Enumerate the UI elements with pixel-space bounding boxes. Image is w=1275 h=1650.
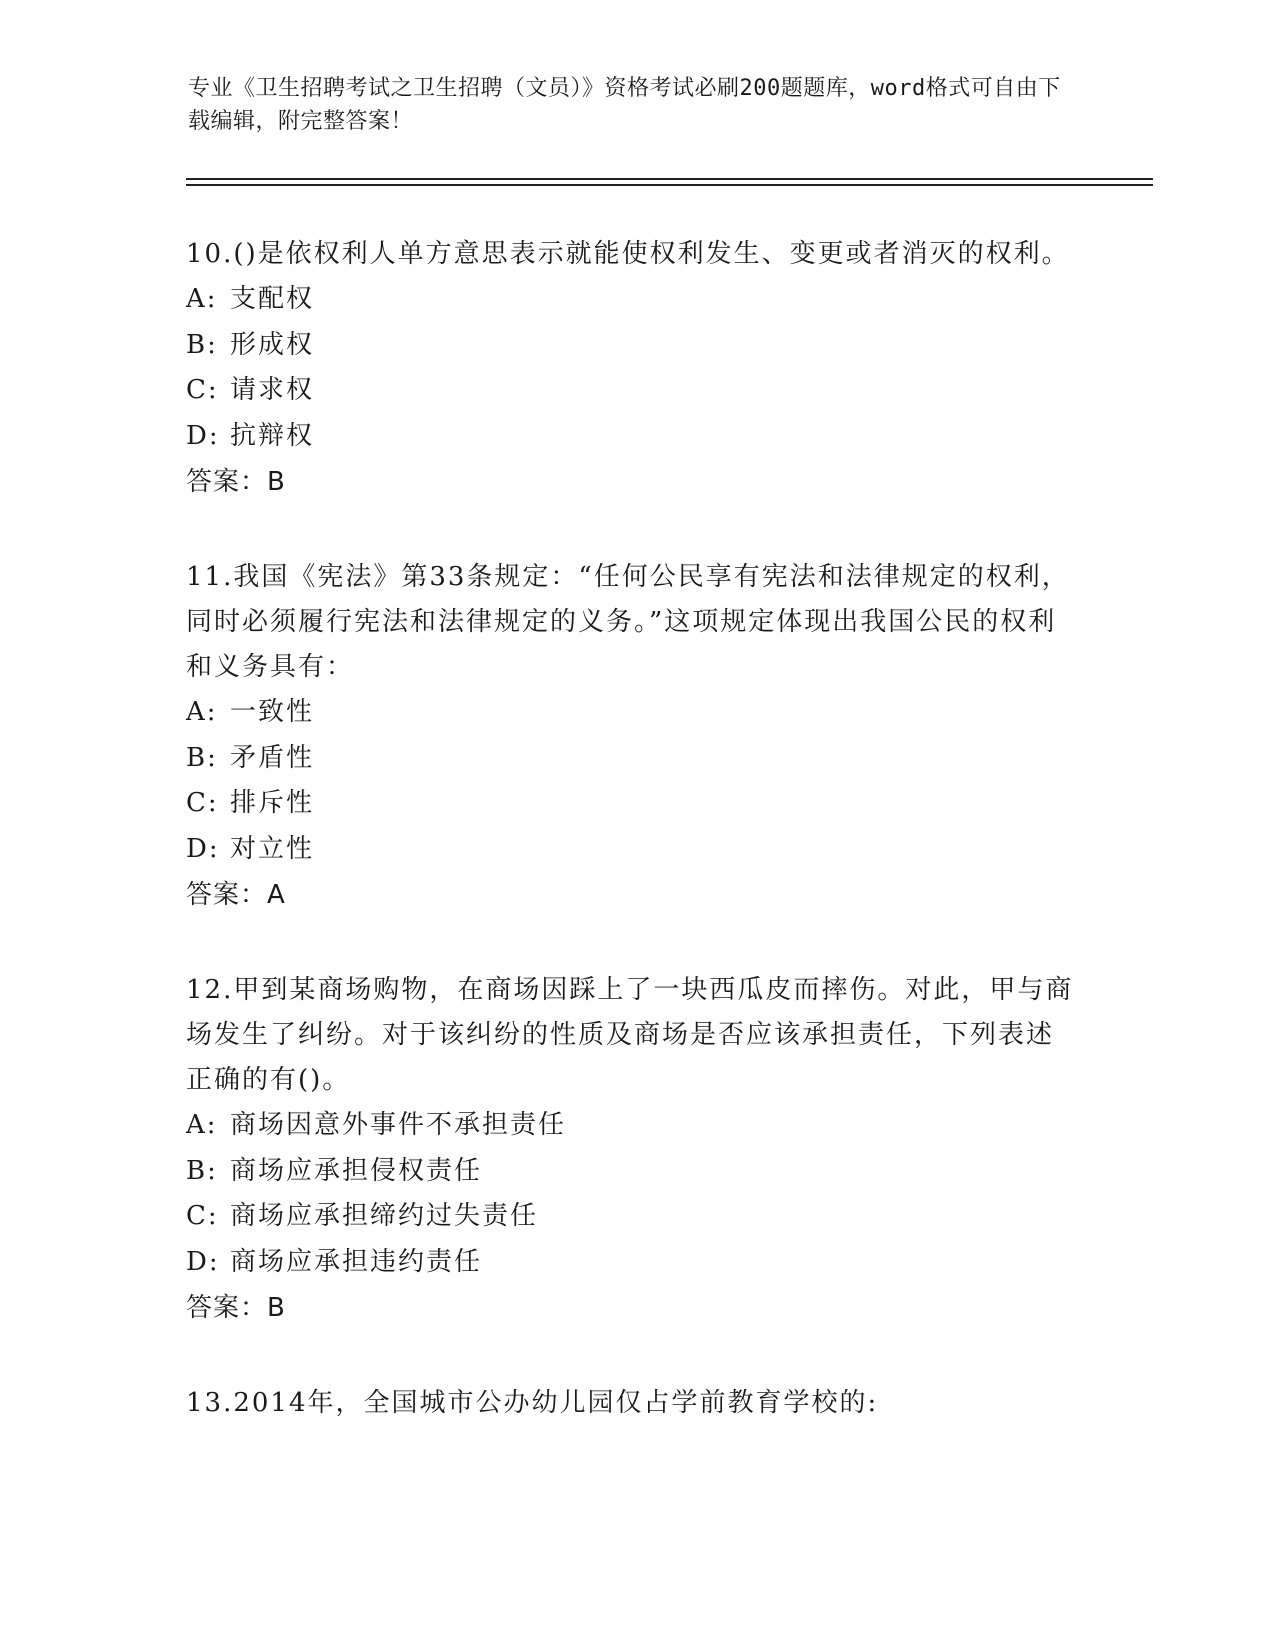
option-text: 请求权 — [230, 375, 315, 405]
option-text: 支配权 — [230, 284, 315, 314]
option-a — [186, 277, 1076, 323]
question-stem: 11.我国《宪法》第33条规定：“任何公民享有宪法和法律规定的权利，同时必须履行宪法和法律规定的义务。”这项规定体现出我国公民的权利和义务具有： — [186, 562, 1070, 682]
option-letter: C: — [186, 1201, 219, 1231]
option-d — [186, 1240, 1076, 1286]
option-d — [186, 414, 1076, 460]
option-letter: C: — [186, 788, 219, 818]
option-c — [186, 781, 1076, 827]
option-letter: D: — [186, 1246, 220, 1277]
header-note: 专业《卫生招聘考试之卫生招聘（文员）》资格考试必刷200题题库，word格式可自由下载编辑，附完整答案！ — [188, 76, 1061, 134]
option-b — [186, 1149, 1076, 1195]
question-10 — [186, 232, 1076, 505]
option-letter: D: — [186, 420, 220, 451]
option-letter: B: — [186, 1155, 218, 1186]
option-text: 排斥性 — [230, 788, 315, 818]
option-letter: B: — [186, 329, 218, 360]
option-letter: D: — [186, 833, 220, 864]
answer-line: 答案：B — [186, 467, 286, 497]
question-12 — [186, 968, 1076, 1331]
option-text: 商场应承担缔约过失责任 — [230, 1201, 539, 1231]
option-a — [186, 690, 1076, 736]
header-divider-bottom — [186, 184, 1153, 186]
question-13 — [186, 1381, 1076, 1426]
option-c — [186, 1194, 1076, 1240]
option-c — [186, 368, 1076, 414]
option-letter: A: — [186, 697, 218, 727]
option-text: 抗辩权 — [230, 420, 315, 451]
option-b — [186, 736, 1076, 782]
option-text: 矛盾性 — [230, 742, 315, 773]
option-text: 对立性 — [230, 833, 315, 864]
option-text: 形成权 — [230, 329, 315, 360]
question-list — [186, 232, 1076, 1476]
option-text: 商场应承担违约责任 — [230, 1246, 483, 1277]
question-11 — [186, 555, 1076, 918]
option-a — [186, 1103, 1076, 1149]
answer-line: 答案：A — [186, 880, 286, 910]
option-letter: A: — [186, 1110, 218, 1140]
option-text: 商场应承担侵权责任 — [230, 1155, 483, 1186]
option-text: 商场因意外事件不承担责任 — [230, 1110, 567, 1140]
option-b — [186, 323, 1076, 369]
option-letter: C: — [186, 375, 219, 405]
option-d — [186, 827, 1076, 873]
question-stem: 12.甲到某商场购物，在商场因踩上了一块西瓜皮而摔伤。对此，甲与商场发生了纠纷。对于该纠纷的性质及商场是否应该承担责任，下列表述正确的有()。 — [186, 975, 1074, 1095]
question-stem: 13.2014年，全国城市公办幼儿园仅占学前教育学校的: — [186, 1388, 879, 1418]
question-stem: 10.()是依权利人单方意思表示就能使权利发生、变更或者消灭的权利。 — [186, 239, 1070, 269]
answer-line: 答案：B — [186, 1293, 286, 1323]
option-letter: B: — [186, 742, 218, 773]
option-text: 一致性 — [230, 697, 315, 727]
option-letter: A: — [186, 284, 218, 314]
header-divider-top — [186, 178, 1153, 180]
